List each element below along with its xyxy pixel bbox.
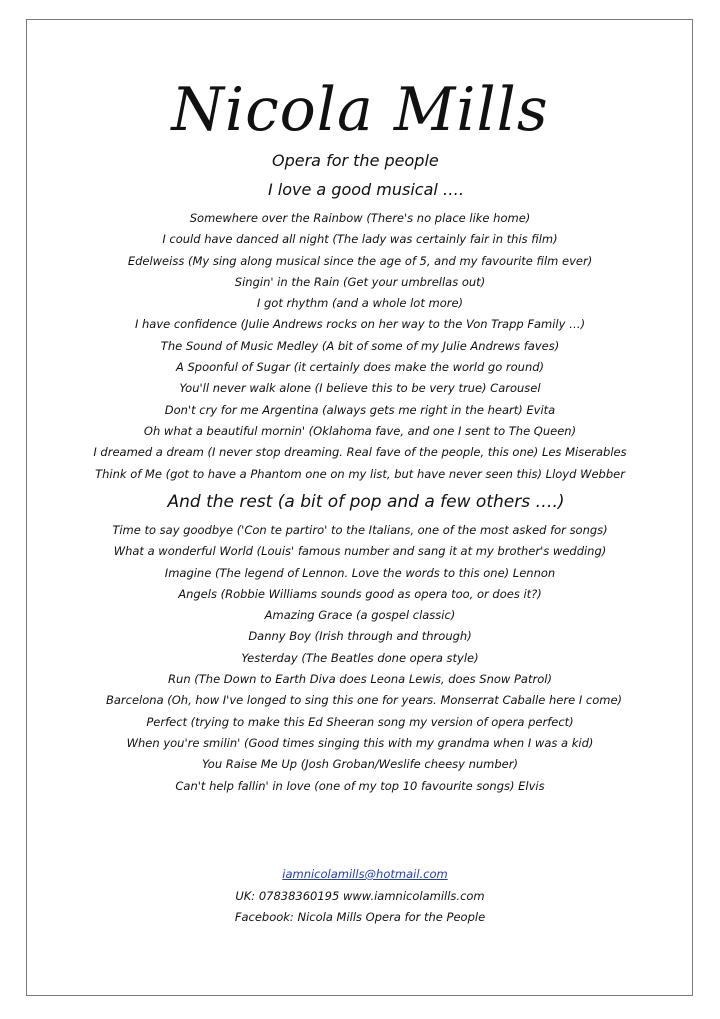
song-item: What a wonderful World (Louis' famous number and sang it at my brother's wedding) [113,544,607,559]
song-item: The Sound of Music Medley (A bit of some of my Julie Andrews faves) [160,338,560,353]
song-item: Angels (Robbie Williams sounds good as opera too, or does it?) [178,586,542,601]
musicals-heading: I love a good musical …. [267,180,465,199]
song-item: I could have danced all night (The lady was certainly fair in this film) [162,232,558,247]
contact-block [0,864,720,929]
song-item: Perfect (trying to make this Ed Sheeran song my version of opera perfect) [146,714,574,729]
song-item: Singin' in the Rain (Get your umbrellas out) [234,274,486,289]
rest-heading: And the rest (a bit of pop and a few others ….) [167,492,565,512]
musicals-song-list [30,208,690,485]
song-item: Somewhere over the Rainbow (There's no place like home) [189,211,531,225]
rest-song-list [30,520,690,797]
song-item: Run (The Down to Earth Diva does Leona Lewis, does Snow Patrol) [168,672,552,687]
song-item: Barcelona (Oh, how I've longed to sing this one for years. Monserrat Caballe here I come) [105,693,623,708]
song-item: Time to say goodbye ('Con te partiro' to the Italians, one of the most asked for songs) [112,523,608,537]
song-item: I dreamed a dream (I never stop dreaming. Real fave of the people, this one) Les Miserables [93,445,627,460]
song-item: I got rhythm (and a whole lot more) [256,296,464,311]
song-item: Don't cry for me Argentina (always gets me right in the heart) Evita [164,402,556,417]
song-item: Can't help fallin' in love (one of my top 10 favourite songs) Elvis [175,778,545,793]
email-link[interactable]: iamnicolamills@hotmail.com [282,867,448,881]
song-item: Yesterday (The Beatles done opera style) [241,650,479,665]
song-item: I have confidence (Julie Andrews rocks on her way to the Von Trapp Family …) [134,317,586,332]
song-item: When you're smilin' (Good times singing this with my grandma when I was a kid) [126,735,594,750]
song-item: Amazing Grace (a gospel classic) [264,608,456,623]
song-item: Danny Boy (Irish through and through) [248,629,472,644]
song-item: You'll never walk alone (I believe this to be very true) Carousel [179,381,541,396]
song-item: Think of Me (got to have a Phantom one on my list, but have never seen this) Lloyd Webber [95,466,625,481]
song-item: Oh what a beautiful mornin' (Oklahoma fave, and one I sent to The Queen) [143,423,577,438]
phone-website: UK: 07838360195 www.iamnicolamills.com [235,888,485,903]
song-item: You Raise Me Up (Josh Groban/Weslife cheesy number) [202,757,518,772]
song-item: Edelweiss (My sing along musical since the age of 5, and my favourite film ever) [127,253,593,268]
facebook-line: Facebook: Nicola Mills Opera for the People [234,910,486,924]
page-subtitle: Opera for the people [272,151,439,170]
song-item: A Spoonful of Sugar (it certainly does make the world go round) [175,360,545,375]
song-item: Imagine (The legend of Lennon. Love the words to this one) Lennon [164,565,556,580]
page-title: Nicola Mills [171,75,549,145]
